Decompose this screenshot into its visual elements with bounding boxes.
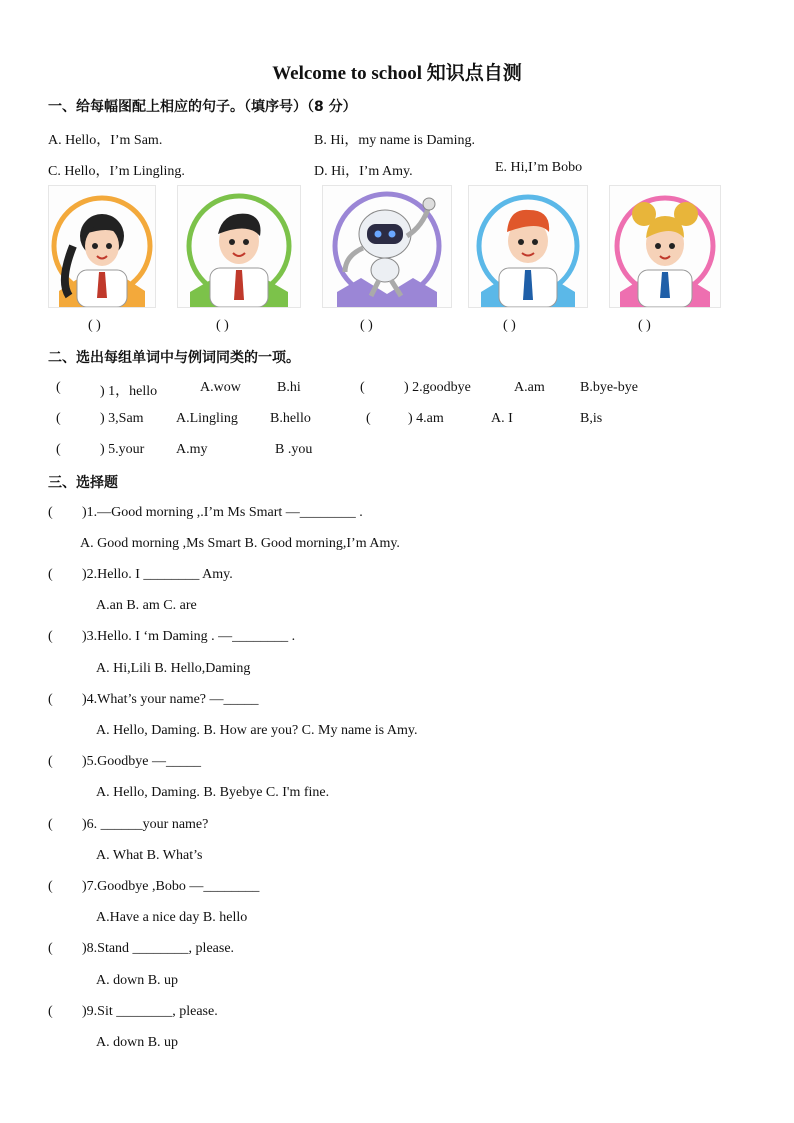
word-row-2-option-a1: A.Lingling xyxy=(176,411,238,426)
girl-lingling-icon xyxy=(49,186,155,307)
question-1-options: A. Good morning ,Ms Smart B. Good morning,I’m Amy. xyxy=(80,536,400,551)
word-row-1-option-a2: A.am xyxy=(514,380,545,395)
question-6: )6. ______your name? xyxy=(82,817,209,832)
picture-5 xyxy=(609,185,721,308)
answer-blank-4[interactable]: ( ) xyxy=(503,318,516,333)
word-row-2-option-a2: A. I xyxy=(491,411,513,426)
question-5-paren: ( xyxy=(48,754,53,769)
question-8-options: A. down B. up xyxy=(96,973,179,988)
question-4-paren: ( xyxy=(48,692,53,707)
word-row-2-example-2: ) 4.am xyxy=(408,411,444,426)
word-row-3-option-b1: B .you xyxy=(275,442,313,457)
question-6-paren: ( xyxy=(48,817,53,832)
question-5-options: A. Hello, Daming. B. Byebye C. I'm fine. xyxy=(96,785,330,800)
question-7-options: A.Have a nice day B. hello xyxy=(96,910,248,925)
word-row-1-example-1: ) 1，hello xyxy=(100,384,158,399)
question-2: )2.Hello. I ________ Amy. xyxy=(82,567,233,582)
page-title: Welcome to school 知识点自测 xyxy=(272,63,522,84)
option-e: E. Hi,I’m Bobo xyxy=(495,160,583,175)
question-6-options: A. What B. What’s xyxy=(96,848,203,863)
word-row-3-paren-1: ( xyxy=(56,442,61,457)
answer-blank-3[interactable]: ( ) xyxy=(360,318,373,333)
section1-heading: 一、给每幅图配上相应的句子。（填序号）（8 分） xyxy=(48,99,357,115)
question-8: )8.Stand ________, please. xyxy=(82,941,235,956)
word-row-1-example-2: ) 2.goodbye xyxy=(404,380,471,395)
question-5: )5.Goodbye —_____ xyxy=(82,754,201,769)
question-3-paren: ( xyxy=(48,629,53,644)
word-row-2-paren-2: ( xyxy=(366,411,371,426)
option-a: A. Hello，I’m Sam. xyxy=(48,133,163,148)
section3-heading: 三、选择题 xyxy=(48,475,118,491)
answer-blank-2[interactable]: ( ) xyxy=(216,318,229,333)
word-row-2-example-1: ) 3,Sam xyxy=(100,411,144,426)
question-3-options: A. Hi,Lili B. Hello,Daming xyxy=(96,661,251,676)
word-row-2-option-b1: B.hello xyxy=(270,411,311,426)
answer-blank-1[interactable]: ( ) xyxy=(88,318,101,333)
question-4: )4.What’s your name? —_____ xyxy=(82,692,259,707)
picture-1 xyxy=(48,185,156,308)
question-8-paren: ( xyxy=(48,941,53,956)
question-9: )9.Sit ________, please. xyxy=(82,1004,218,1019)
picture-3 xyxy=(322,185,452,308)
question-3: )3.Hello. I ‘m Daming . —________ . xyxy=(82,629,296,644)
question-1: )1.—Good morning ,.I’m Ms Smart —________ . xyxy=(82,505,363,520)
question-2-paren: ( xyxy=(48,567,53,582)
word-row-1-paren-1: ( xyxy=(56,380,61,395)
question-9-options: A. down B. up xyxy=(96,1035,179,1050)
word-row-1-option-b1: B.hi xyxy=(277,380,301,395)
word-row-3-option-a1: A.my xyxy=(176,442,208,457)
question-7: )7.Goodbye ,Bobo —________ xyxy=(82,879,260,894)
picture-2 xyxy=(177,185,301,308)
word-row-2-option-b2: B,is xyxy=(580,411,603,426)
word-row-1-option-a1: A.wow xyxy=(200,380,241,395)
question-7-paren: ( xyxy=(48,879,53,894)
question-2-options: A.an B. am C. are xyxy=(96,598,197,613)
question-1-paren: ( xyxy=(48,505,53,520)
question-9-paren: ( xyxy=(48,1004,53,1019)
picture-4 xyxy=(468,185,588,308)
option-b: B. Hi，my name is Daming. xyxy=(314,133,475,148)
girl-amy-icon xyxy=(610,186,720,307)
robot-bobo-icon xyxy=(323,186,451,307)
option-d: D. Hi，I’m Amy. xyxy=(314,164,413,179)
question-4-options: A. Hello, Daming. B. How are you? C. My name is Amy. xyxy=(96,723,418,738)
boy-sam-icon xyxy=(469,186,587,307)
word-row-3-example-1: ) 5.your xyxy=(100,442,145,457)
word-row-1-option-b2: B.bye-bye xyxy=(580,380,638,395)
section2-heading: 二、选出每组单词中与例词同类的一项。 xyxy=(48,350,300,366)
answer-blank-5[interactable]: ( ) xyxy=(638,318,651,333)
boy-daming-icon xyxy=(178,186,300,307)
word-row-1-paren-2: ( xyxy=(360,380,365,395)
word-row-2-paren-1: ( xyxy=(56,411,61,426)
option-c: C. Hello，I’m Lingling. xyxy=(48,164,185,179)
